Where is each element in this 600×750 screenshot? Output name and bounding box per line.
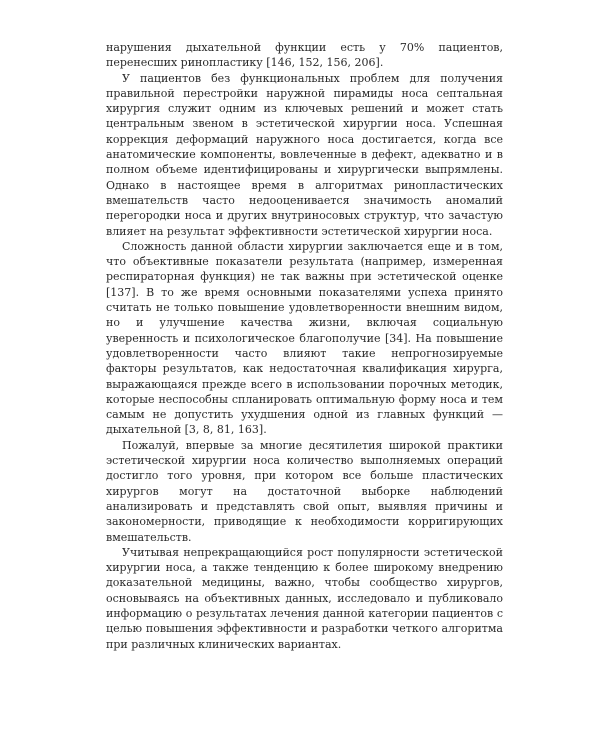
paragraph-experience: Пожалуй, впервые за многие десятилетия широкой практики эстетической хирургии носа количество выполняемых операций достигло того уровня, при котором все больше пластических хирургов могут на достаточной выборке наблюдений анализировать и представлять свой опыт, выявляя причины и закономерности, приводящие к необходимости корригирующих вмешательств. xyxy=(106,438,503,544)
paragraph-continuation: нарушения дыхательной функции есть у 70% пациентов, перенесших ринопластику [146, 152, 156, 206]. xyxy=(106,41,503,70)
paragraph-septal-surgery: У пациентов без функциональных проблем для получения правильной перестройки наружной пирамиды носа септальная хирургия служит одним из ключевых решений и может стать центральным звеном в эстетической хирургии носа. Успешная коррекция деформаций наружного носа достигается, когда все анатомические компоненты, вовлеченные в дефект, адекватно и в полном объеме идентифицированы и хирургически выпрямлены. Однако в настоящее время в алгоритмах ринопластических вмешательств часто недооценивается значимость аномалий перегородки носа и других внутриносовых структур, что зачастую влияет на результат эффективности эстетической хирургии носа. xyxy=(106,71,503,238)
body-text xyxy=(106,40,503,652)
paragraph-complexity: Сложность данной области хирургии заключается еще и в том, что объективные показатели результата (например, измеренная респираторная функция) не так важны при эстетической оценке [137]. В то же время основными показателями успеха принято считать не только повышение удовлетворенности внешним видом, но и улучшение качества жизни, включая социальную уверенность и психологическое благополучие [34]. На повышение удовлетворенности часто влияют такие непрогнозируемые факторы результатов, как недостаточная квалификация хирурга, выражающаяся прежде всего в использовании порочных методик, которые неспособны спланировать оптимальную форму носа и тем самым не допустить ухудшения одной из главных функций — дыхательной [3, 8, 81, 163]. xyxy=(106,239,503,437)
paragraph-evidence-based: Учитывая непрекращающийся рост популярности эстетической хирургии носа, а также тенденцию к более широкому внедрению доказательной медицины, важно, чтобы сообщество хирургов, основываясь на объективных данных, исследовало и публиковало информацию о результатах лечения данной категории пациентов с целью повышения эффективности и разработки четкого алгоритма при различных клинических вариантах. xyxy=(106,545,503,651)
